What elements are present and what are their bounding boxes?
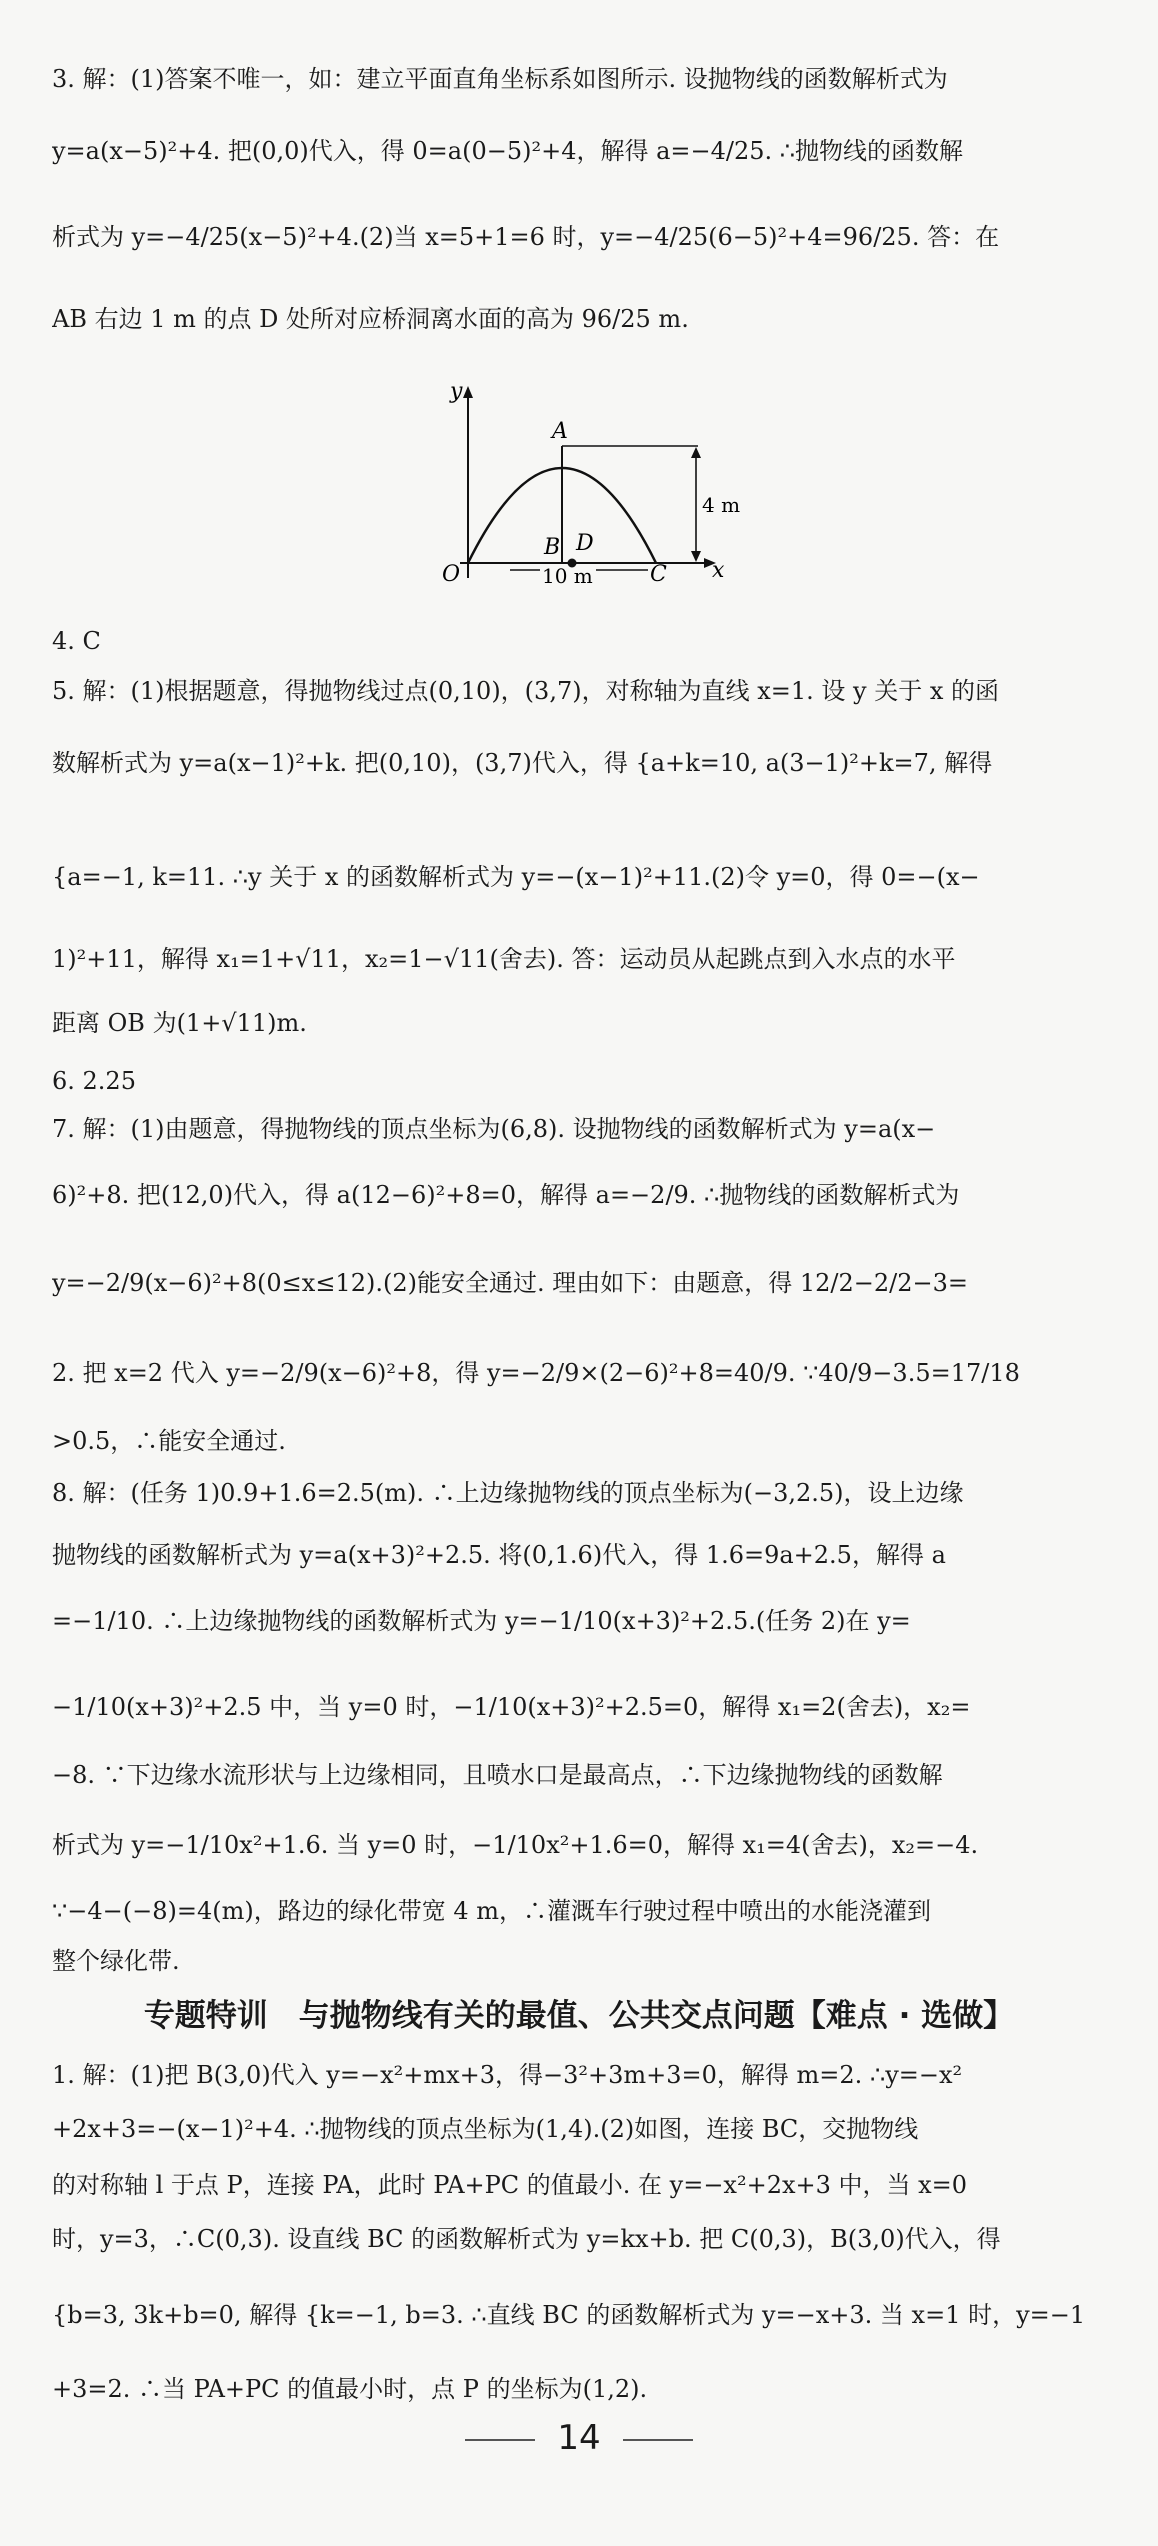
text-line: 3. 解：(1)答案不唯一，如：建立平面直角坐标系如图所示. 设抛物线的函数解析式为 <box>52 65 948 93</box>
page-number: 14 <box>557 2418 601 2458</box>
text-line: =−1/10. ∴上边缘抛物线的函数解析式为 y=−1/10(x+3)²+2.5.(任务 2)在 y= <box>52 1607 911 1635</box>
label-width: 10 m <box>542 564 593 588</box>
text-line: −1/10(x+3)²+2.5 中，当 y=0 时，−1/10(x+3)²+2.5=0，解得 x₁=2(舍去)，x₂= <box>52 1693 971 1721</box>
text-line: 4. C <box>52 627 101 655</box>
text-line: ∵−4−(−8)=4(m)，路边的绿化带宽 4 m，∴灌溉车行驶过程中喷出的水能浇灌到 <box>52 1897 932 1925</box>
text-line: 5. 解：(1)根据题意，得抛物线过点(0,10)，(3,7)，对称轴为直线 x=1. 设 y 关于 x 的函 <box>52 677 999 705</box>
label-b: B <box>544 535 561 560</box>
label-x: x <box>712 558 725 583</box>
section-heading: 专题特训 与抛物线有关的最值、公共交点问题【难点 · 选做】 <box>143 1998 1015 2034</box>
text-line: +3=2. ∴当 PA+PC 的值最小时，点 P 的坐标为(1,2). <box>52 2375 648 2403</box>
label-c: C <box>650 562 667 587</box>
text-line: y=a(x−5)²+4. 把(0,0)代入，得 0=a(0−5)²+4，解得 a=−4/25. ∴抛物线的函数解 <box>52 137 964 165</box>
text-line: 析式为 y=−1/10x²+1.6. 当 y=0 时，−1/10x²+1.6=0，解得 x₁=4(舍去)，x₂=−4. <box>52 1831 979 1859</box>
text-line: 整个绿化带. <box>52 1947 180 1975</box>
text-line: 6. 2.25 <box>52 1067 136 1095</box>
label-o: O <box>442 562 461 587</box>
text-line: 1)²+11，解得 x₁=1+√11，x₂=1−√11(舍去). 答：运动员从起跳点到入水点的水平 <box>52 945 956 973</box>
footer-dash-left <box>465 2439 535 2441</box>
text-line: 抛物线的函数解析式为 y=a(x+3)²+2.5. 将(0,1.6)代入，得 1.6=9a+2.5，解得 a <box>52 1541 946 1569</box>
text-line: 8. 解：(任务 1)0.9+1.6=2.5(m). ∴上边缘抛物线的顶点坐标为(−3,2.5)，设上边缘 <box>52 1479 964 1507</box>
label-a: A <box>552 419 568 444</box>
height-arrow-top <box>691 447 701 458</box>
text-line: 1. 解：(1)把 B(3,0)代入 y=−x²+mx+3，得−3²+3m+3=0，解得 m=2. ∴y=−x² <box>52 2061 963 2089</box>
text-line: {a=−1, k=11. ∴y 关于 x 的函数解析式为 y=−(x−1)²+11.(2)令 y=0，得 0=−(x− <box>52 863 980 891</box>
text-line: −8. ∵下边缘水流形状与上边缘相同，且喷水口是最高点，∴下边缘抛物线的函数解 <box>52 1761 943 1789</box>
text-line: 析式为 y=−4/25(x−5)²+4.(2)当 x=5+1=6 时，y=−4/25(6−5)²+4=96/25. 答：在 <box>52 223 1000 251</box>
parabola-bridge-figure <box>420 378 740 598</box>
text-line: 时，y=3，∴C(0,3). 设直线 BC 的函数解析式为 y=kx+b. 把 C(0,3)，B(3,0)代入，得 <box>52 2225 1001 2253</box>
text-line: +2x+3=−(x−1)²+4. ∴抛物线的顶点坐标为(1,4).(2)如图，连接 BC，交抛物线 <box>52 2115 919 2143</box>
text-line: >0.5，∴能安全通过. <box>52 1427 286 1455</box>
label-y: y <box>450 379 463 404</box>
text-line: {b=3, 3k+b=0, 解得 {k=−1, b=3. ∴直线 BC 的函数解析式为 y=−x+3. 当 x=1 时，y=−1 <box>52 2301 1086 2329</box>
text-line: 数解析式为 y=a(x−1)²+k. 把(0,10)，(3,7)代入，得 {a+k=10, a(3−1)²+k=7, 解得 <box>52 749 993 777</box>
page-number-footer <box>0 2418 1158 2458</box>
height-arrow-bottom <box>691 551 701 562</box>
text-line: 距离 OB 为(1+√11)m. <box>52 1009 307 1037</box>
label-height: 4 m <box>702 493 740 517</box>
text-line: y=−2/9(x−6)²+8(0≤x≤12).(2)能安全通过. 理由如下：由题意，得 12/2−2/2−3= <box>52 1269 968 1297</box>
label-d: D <box>576 531 594 556</box>
text-line: 2. 把 x=2 代入 y=−2/9(x−6)²+8，得 y=−2/9×(2−6)²+8=40/9. ∵40/9−3.5=17/18 <box>52 1359 1020 1387</box>
text-line: AB 右边 1 m 的点 D 处所对应桥洞离水面的高为 96/25 m. <box>52 305 689 333</box>
text-line: 的对称轴 l 于点 P，连接 PA，此时 PA+PC 的值最小. 在 y=−x²+2x+3 中，当 x=0 <box>52 2171 968 2199</box>
y-axis-arrow <box>463 386 473 398</box>
footer-dash-right <box>623 2439 693 2441</box>
text-line: 7. 解：(1)由题意，得抛物线的顶点坐标为(6,8). 设抛物线的函数解析式为 y=a(x− <box>52 1115 936 1143</box>
text-line: 6)²+8. 把(12,0)代入，得 a(12−6)²+8=0，解得 a=−2/9. ∴抛物线的函数解析式为 <box>52 1181 960 1209</box>
